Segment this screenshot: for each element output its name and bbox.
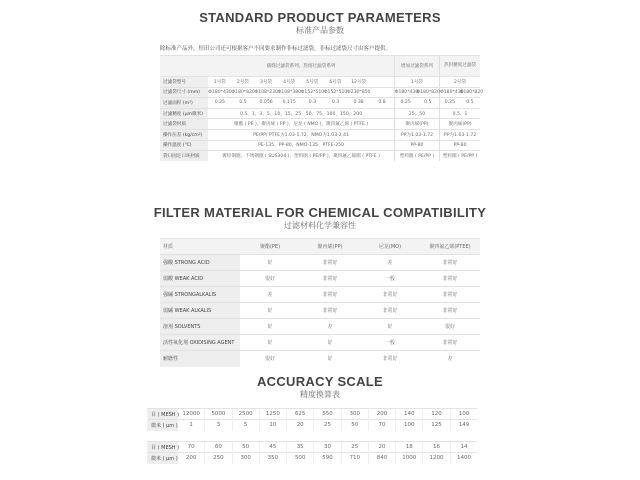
series-header-1: 插缝过滤袋系列、热熔过滤袋系列	[208, 56, 394, 77]
cell: 50	[232, 442, 259, 453]
cell: 好	[240, 335, 300, 351]
cell: 非常好	[420, 287, 480, 303]
cell: 非常好	[300, 287, 360, 303]
params-title: STANDARD PRODUCT PARAMETERS	[199, 10, 441, 25]
cell: 非常好	[420, 335, 480, 351]
cell: 非常好	[420, 271, 480, 287]
cell: Φ180*820	[460, 87, 480, 98]
cell: Φ180*820	[231, 87, 254, 98]
micron-row	[148, 453, 478, 464]
cell: 0.3	[324, 98, 347, 109]
cell: 840	[368, 453, 395, 464]
row-pressure	[160, 129, 480, 140]
cell: 3	[205, 420, 232, 431]
row-size	[160, 87, 480, 98]
cell: 300	[232, 453, 259, 464]
cell: Φ180*430	[208, 87, 231, 98]
chem-subtitle: 过滤材料化学兼容性	[284, 221, 356, 230]
cell: 0.3	[301, 98, 324, 109]
cell: 好	[240, 303, 300, 319]
cell: 5000	[205, 409, 232, 420]
cell: Φ180*430	[440, 87, 460, 98]
cell: 25	[341, 442, 368, 453]
cell: 25、50	[394, 108, 439, 119]
cell: 500	[287, 453, 314, 464]
cell: 聚丙烯(PP)	[394, 119, 439, 130]
cell: 300	[341, 409, 368, 420]
cell: 镀锌钢圈、不锈钢圈 ( SUS304 )、塑料圈 ( PE/PP )、聚四氟乙烯圈 ( PTFE )	[208, 151, 394, 162]
chem-col-header: 材质	[160, 239, 240, 255]
cell	[370, 77, 394, 88]
cell: 1号袋	[208, 77, 231, 88]
chem-col-header: 聚丙烯(PP)	[300, 239, 360, 255]
cell: 0.5	[460, 98, 480, 109]
cell: 6号袋	[324, 77, 347, 88]
cell: 非常好	[300, 271, 360, 287]
cell: 非常好	[360, 303, 420, 319]
cell: 200	[368, 409, 395, 420]
chem-row	[160, 255, 480, 271]
chem-row	[160, 287, 480, 303]
cell: 100	[396, 420, 423, 431]
micron-label: 微米 ( μm )	[148, 420, 178, 431]
cell: 差	[360, 255, 420, 271]
accuracy-table-2	[147, 441, 477, 464]
row-material	[160, 119, 480, 130]
cell: 350	[259, 453, 286, 464]
cell: PE-135、PP-80、NMO-135、PTFE-250	[208, 140, 394, 151]
params-table	[160, 55, 484, 161]
params-note: 除标准产品外，恒田公司还可根据客户不同要求制作非标过滤袋，非标过滤袋尺寸由客户提供。	[160, 46, 392, 52]
cell: 0.056	[255, 98, 278, 109]
cell: 1400	[450, 453, 477, 464]
cell: Φ152*510	[301, 87, 324, 98]
cell: 0.5、1、3、5、10、15、25、50、75、100、150、200	[208, 108, 394, 119]
cell: 60	[205, 442, 232, 453]
micron-label: 微米 ( μm )	[148, 453, 178, 464]
cell: 0.115	[278, 98, 301, 109]
cell: PP-80	[440, 140, 480, 151]
cell: 50	[341, 420, 368, 431]
chem-row-label: 强酸 STRONG ACID	[160, 255, 240, 271]
cell: 1250	[259, 409, 286, 420]
cell: 很好	[240, 351, 300, 367]
cell: 140	[396, 409, 423, 420]
cell: 差	[300, 319, 360, 335]
cell: 1号袋	[394, 77, 439, 88]
chem-row	[160, 351, 480, 367]
cell: 非常好	[360, 351, 420, 367]
cell: 好	[240, 319, 300, 335]
cell: 18	[396, 442, 423, 453]
chem-row-label: 弱酸 WEAK ACID	[160, 271, 240, 287]
cell: 10	[259, 420, 286, 431]
label-pressure: 操作压差 (kg/cm²)	[160, 129, 208, 140]
cell: 很好	[240, 271, 300, 287]
cell: 30	[314, 442, 341, 453]
cell: 很好	[420, 319, 480, 335]
cell	[370, 87, 394, 98]
cell: 125	[423, 420, 450, 431]
label-model: 过滤袋型号	[160, 77, 208, 88]
cell: PP为1.03-1.72	[440, 129, 480, 140]
cell: 2号袋	[231, 77, 254, 88]
cell: Φ230*850	[347, 87, 370, 98]
cell: Φ108*230	[255, 87, 278, 98]
cell: 一般	[360, 335, 420, 351]
chem-header-row	[160, 239, 480, 255]
accuracy-subtitle: 精度换算表	[300, 390, 340, 399]
cell: 非常好	[420, 303, 480, 319]
chem-row-label: 弱碱 WEAK ALKALIS	[160, 303, 240, 319]
accuracy-title: ACCURACY SCALE	[256, 374, 384, 389]
cell: PE/PP/ PTFE为1.03-1.72、NMO为1.03-2.41	[208, 129, 394, 140]
chem-row-label: 溶剂 SOLVENTS	[160, 319, 240, 335]
cell: 4号袋	[278, 77, 301, 88]
chem-row-label: 耐磨性	[160, 351, 240, 367]
cell: 100	[450, 409, 477, 420]
cell: 差	[240, 287, 300, 303]
series-header-3: 热封精度过滤袋	[440, 56, 480, 77]
cell: 聚酯 ( PE )、聚丙烯 ( PP )、尼龙 ( NMO )、聚四氟乙烯 ( PTFE )	[208, 119, 394, 130]
cell: 1	[178, 420, 205, 431]
cell: 590	[314, 453, 341, 464]
params-header-row	[160, 56, 480, 77]
cell: 0.5、1	[440, 108, 480, 119]
cell: 25	[314, 420, 341, 431]
cell: 0.38	[347, 98, 370, 109]
cell: 14	[450, 442, 477, 453]
cell: 好	[300, 351, 360, 367]
chem-row	[160, 271, 480, 287]
row-accuracy	[160, 108, 480, 119]
cell: PP为1.03-1.72	[394, 129, 439, 140]
chem-col-header: 聚四氟乙烯(PTEE)	[420, 239, 480, 255]
cell: Φ180*820	[416, 87, 439, 98]
cell: 149	[450, 420, 477, 431]
cell: 一般	[360, 271, 420, 287]
label-material: 过滤袋材质	[160, 119, 208, 130]
cell: 0.8	[370, 98, 394, 109]
cell: 好	[300, 335, 360, 351]
mesh-label: 目 ( MESH )	[148, 409, 178, 420]
cell: 0.25	[208, 98, 231, 109]
label-temperature: 操作温度 (℃)	[160, 140, 208, 151]
label-size: 过滤袋尺寸 (mm)	[160, 87, 208, 98]
cell: 20	[368, 442, 395, 453]
micron-row	[148, 420, 478, 431]
cell: 20	[287, 420, 314, 431]
cell: 3号袋	[255, 77, 278, 88]
series-header-2: 增加过滤袋系列	[394, 56, 439, 77]
chem-col-header: 尼龙(MO)	[360, 239, 420, 255]
cell: 5	[232, 420, 259, 431]
mesh-label: 目 ( MESH )	[148, 442, 178, 453]
cell: 塑料圈 ( PE/PP )	[440, 151, 480, 162]
cell: 非常好	[300, 303, 360, 319]
mesh-row	[148, 409, 478, 420]
row-temperature	[160, 140, 480, 151]
cell: 好	[240, 255, 300, 271]
chem-row-label: 强碱 STRONGALKALIS	[160, 287, 240, 303]
cell: 12000	[178, 409, 205, 420]
cell: 非常好	[360, 287, 420, 303]
mesh-row	[148, 442, 478, 453]
cell: Φ108*380	[278, 87, 301, 98]
row-area	[160, 98, 480, 109]
cell: 聚丙烯(PP)	[440, 119, 480, 130]
cell: 1200	[423, 453, 450, 464]
accuracy-table-1	[147, 408, 477, 431]
cell: 塑料圈 ( PE/PP )	[394, 151, 439, 162]
cell: 710	[341, 453, 368, 464]
cell: 550	[314, 409, 341, 420]
cell: Φ152*510	[324, 87, 347, 98]
cell: 5号袋	[301, 77, 324, 88]
chem-table	[160, 238, 480, 367]
cell: 0.5	[231, 98, 254, 109]
cell: 2500	[232, 409, 259, 420]
row-model	[160, 77, 480, 88]
cell: 45	[259, 442, 286, 453]
chem-row	[160, 335, 480, 351]
chem-row-label: 活性氧化剂 OXIDISING AGENT	[160, 335, 240, 351]
chem-row	[160, 303, 480, 319]
chem-col-header: 聚酯(PE)	[240, 239, 300, 255]
cell: 差	[420, 351, 480, 367]
cell: 12号袋	[347, 77, 370, 88]
cell: 70	[368, 420, 395, 431]
cell: 非常好	[420, 255, 480, 271]
cell: Φ180*430	[394, 87, 416, 98]
cell: 好	[360, 319, 420, 335]
cell: 625	[287, 409, 314, 420]
cell: 70	[178, 442, 205, 453]
cell: 200	[178, 453, 205, 464]
params-subtitle: 标准产品参数	[296, 26, 344, 35]
cell: 1000	[396, 453, 423, 464]
cell: 16	[423, 442, 450, 453]
cell: 120	[423, 409, 450, 420]
cell: 0.25	[394, 98, 416, 109]
cell: 0.5	[416, 98, 439, 109]
cell: 35	[287, 442, 314, 453]
label-ring: 袋口固定口环材质	[160, 151, 208, 162]
cell: PP-80	[394, 140, 439, 151]
chem-row	[160, 319, 480, 335]
label-accuracy: 过滤精度 (μm微米)	[160, 108, 208, 119]
cell: 2号袋	[440, 77, 480, 88]
row-ring	[160, 151, 480, 162]
chem-title: FILTER MATERIAL FOR CHEMICAL COMPATIBILITY	[153, 205, 487, 220]
label-area: 过滤面积 (m²)	[160, 98, 208, 109]
cell: 0.25	[440, 98, 460, 109]
cell: 非常好	[300, 255, 360, 271]
cell: 250	[205, 453, 232, 464]
